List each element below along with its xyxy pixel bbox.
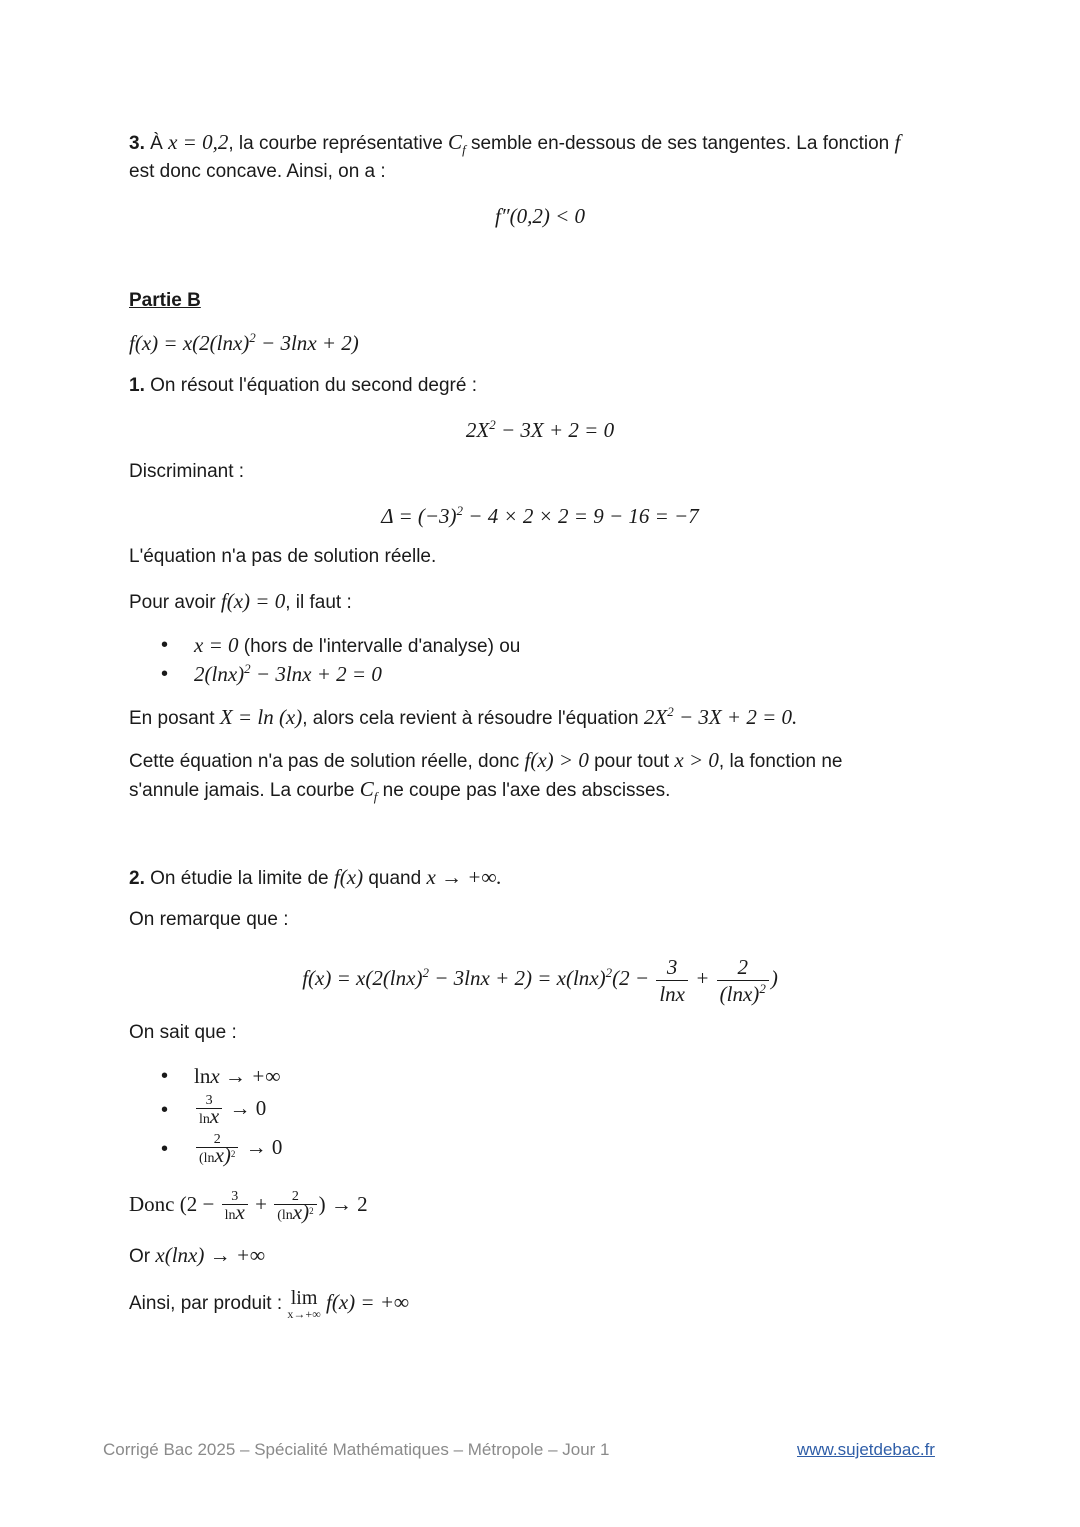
- q2-ainsi: Ainsi, par produit : lim x→+∞ f(x) = +∞: [129, 1286, 409, 1321]
- q3-text-b: , la courbe représentative: [228, 133, 443, 154]
- q2-donc: Donc (2 − $\frac{3}{\ln x}$ + $\frac{2}{(\ln x)^2}$ ) → 2: [129, 1188, 368, 1224]
- bullet-icon: •: [161, 1138, 169, 1160]
- partie-b-heading: Partie B: [129, 290, 201, 311]
- q3-text-a: À: [150, 133, 163, 154]
- q1-number: 1.: [129, 375, 145, 396]
- q2-intro: 2. On étudie la limite de f(x) quand x → +∞.: [129, 865, 502, 889]
- q3-f: f: [894, 130, 901, 154]
- q1-pour-avoir: Pour avoir f(x) = 0, il faut :: [129, 589, 352, 613]
- q1-intro: 1. On résout l'équation du second degré :: [129, 375, 477, 396]
- bullet-icon: •: [161, 634, 169, 656]
- q1-discriminant-formula: $\Delta = (-3)^2 - 4 \times 2 \times 2 = 9 - 16 = -7$: [381, 503, 699, 528]
- q1-no-solution: L'équation n'a pas de solution réelle.: [129, 546, 437, 567]
- limit-operator: lim x→+∞: [287, 1286, 321, 1321]
- q3-number: 3.: [129, 133, 145, 154]
- fraction-2-over-lnx2: $\frac{2}{(\ln x)^2}$: [717, 954, 769, 1007]
- q1-conclusion-1: Cette équation n'a pas de solution réelle, donc f(x) > 0 pour tout x > 0, la fonction ne: [129, 748, 843, 772]
- q1-discriminant-label: Discriminant :: [129, 461, 245, 482]
- footer-title: Corrigé Bac 2025 – Spécialité Mathématiques – Métropole – Jour 1: [103, 1440, 610, 1459]
- bullet-icon: •: [161, 663, 169, 685]
- q3-line1: [129, 130, 900, 156]
- q2-bullet-1: lnx → +∞: [194, 1064, 281, 1088]
- q2-big-formula: $f(x) = x(2(\ln x)^2 - 3\ln x + 2) = x(\ln x)^2(2$ − $\frac{3}{\ln x}$ + $\frac{2}{(\ln x)^2}$ ): [302, 954, 778, 1006]
- q1-equation: $2X^2 - 3X + 2 = 0$: [465, 417, 615, 442]
- q1-conclusion-2: s'annule jamais. La courbe $C_f$ ne coupe pas l'axe des abscisses.: [129, 777, 671, 804]
- q3-formula: f″(0,2) < 0: [495, 204, 585, 228]
- q2-bullet-2: $\frac{3}{\ln x}$ → 0: [194, 1090, 266, 1127]
- q1-bullet-2: $2(\ln x)^2 - 3\ln x + 2 = 0$: [194, 661, 382, 686]
- bullet-icon: •: [161, 1065, 169, 1087]
- q2-remarque: On remarque que :: [129, 909, 289, 930]
- bullet-icon: •: [161, 1099, 169, 1121]
- q2-on-sait: On sait que :: [129, 1022, 237, 1043]
- q3-x-value: x = 0,2: [168, 130, 229, 154]
- q2-or: Or x(lnx) → +∞: [129, 1243, 265, 1267]
- fraction-3-over-lnx: $\frac{3}{\ln x}$: [656, 954, 688, 1007]
- q2-bullet-3: $\frac{2}{(\ln x)^2}$ → 0: [194, 1129, 282, 1166]
- q3-text-c: semble en-dessous de ses tangentes. La fonction: [470, 133, 890, 154]
- q3-cf: $C_f$: [448, 130, 466, 157]
- footer-link[interactable]: www.sujetdebac.fr: [797, 1440, 935, 1459]
- q1-bullet-1: x = 0 (hors de l'intervalle d'analyse) ou: [194, 633, 521, 657]
- q3-line2: est donc concave. Ainsi, on a :: [129, 161, 386, 182]
- q2-number: 2.: [129, 868, 145, 889]
- partie-b-definition: $f(x) = x(2(\ln x)^2 - 3\ln x + 2)$: [129, 330, 359, 355]
- q1-en-posant: En posant X = ln (x), alors cela revient à résoudre l'équation $2X^2 - 3X + 2 = 0$.: [129, 704, 798, 729]
